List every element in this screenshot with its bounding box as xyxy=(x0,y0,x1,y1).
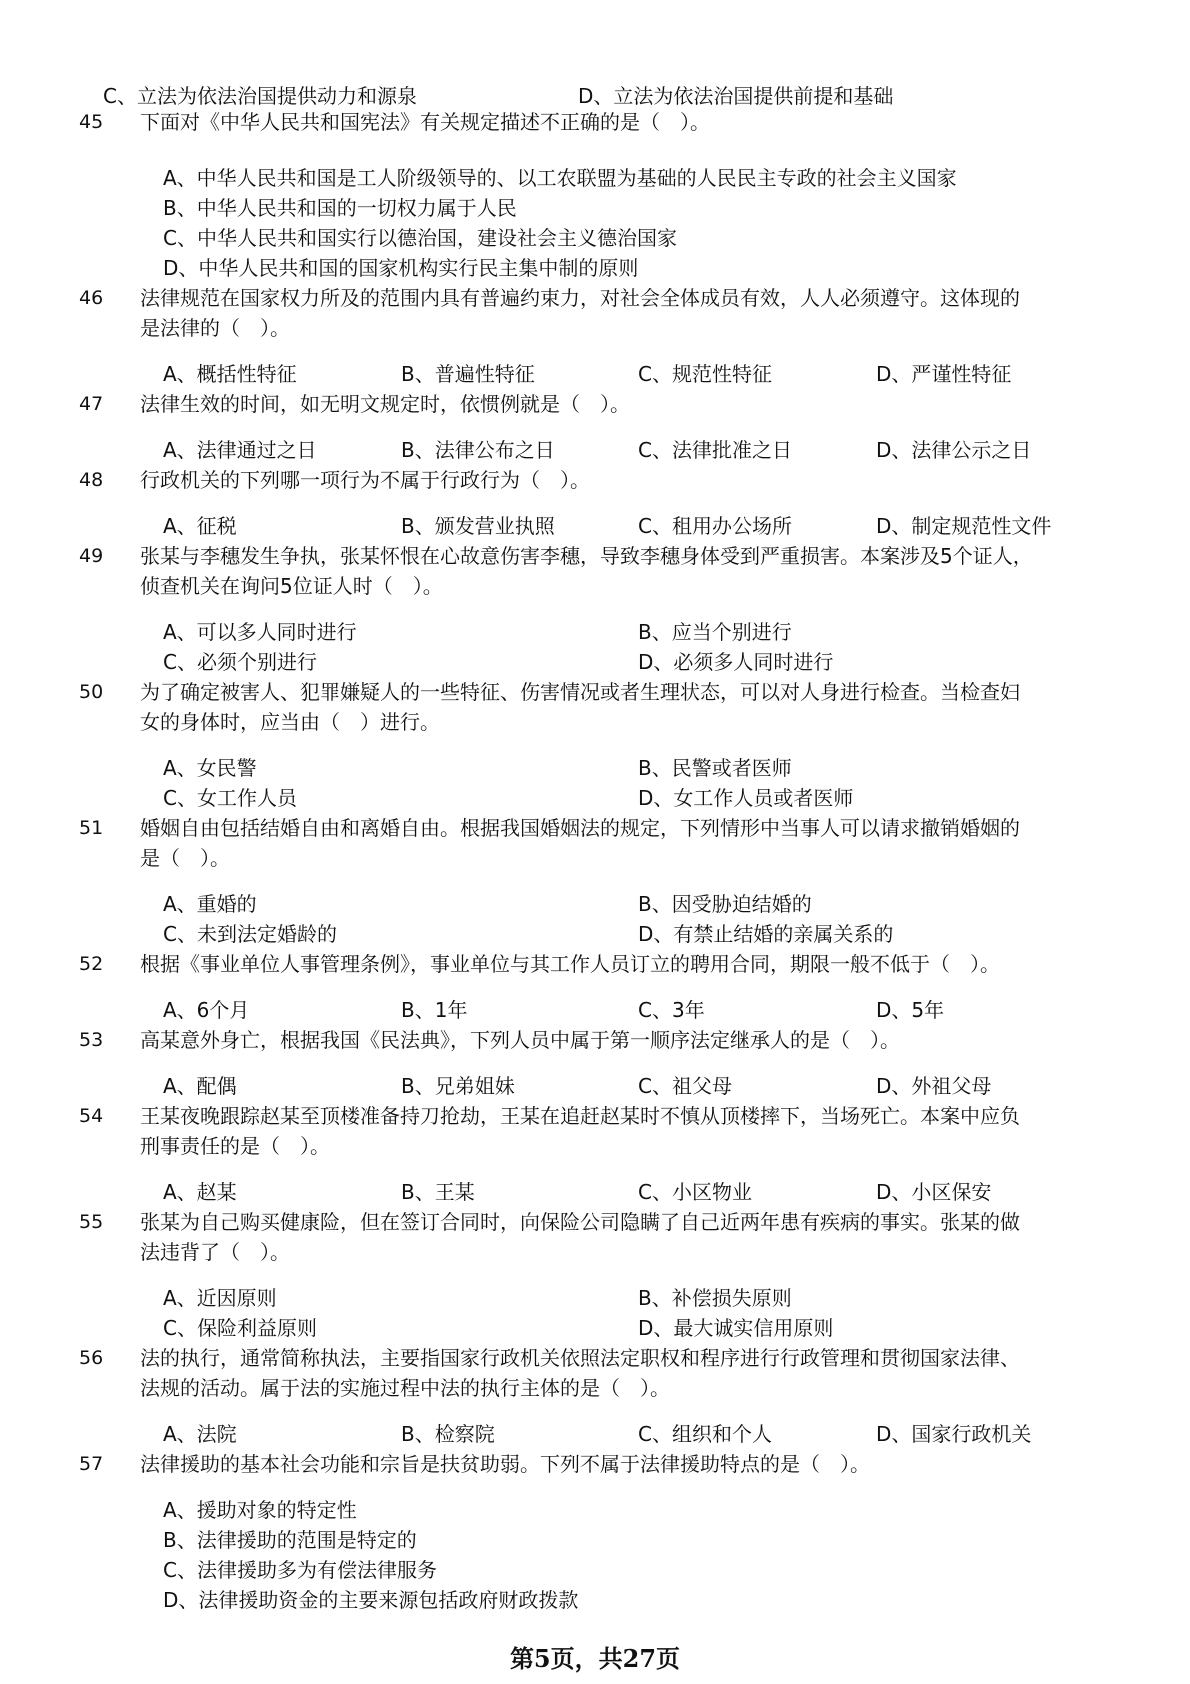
option-text: B、法律援助的范围是特定的 xyxy=(163,1528,417,1552)
question-text: 法规的活动。属于法的实施过程中法的执行主体的是（ ）。 xyxy=(140,1376,670,1400)
page-footer: 第5页，共27页 xyxy=(509,1644,681,1673)
option-text: A、可以多人同时进行 xyxy=(163,620,357,644)
option-text: B、颁发营业执照 xyxy=(401,514,555,538)
option-text: B、民警或者医师 xyxy=(638,756,792,780)
option-text: A、法律通过之日 xyxy=(163,438,317,462)
option-text: D、中华人民共和国的国家机构实行民主集中制的原则 xyxy=(163,256,639,280)
question-text: 婚姻自由包括结婚自由和离婚自由。根据我国婚姻法的规定，下列情形中当事人可以请求撤销婚姻的 xyxy=(140,816,1020,840)
option-text: A、援助对象的特定性 xyxy=(163,1498,357,1522)
option-text: C、租用办公场所 xyxy=(638,514,792,538)
option-text: D、最大诚实信用原则 xyxy=(638,1316,834,1340)
question-number: 56 xyxy=(79,1347,104,1369)
question-number: 46 xyxy=(79,287,104,309)
question-text: 张某为自己购买健康险，但在签订合同时，向保险公司隐瞒了自己近两年患有疾病的事实。张某的做 xyxy=(140,1210,1020,1234)
option-text: C、保险利益原则 xyxy=(163,1316,317,1340)
question-text: 王某夜晚跟踪赵某至顶楼准备持刀抢劫，王某在追赶赵某时不慎从顶楼摔下，当场死亡。本案中应负 xyxy=(140,1104,1020,1128)
option-text: D、法律公示之日 xyxy=(876,438,1032,462)
option-text: C、必须个别进行 xyxy=(163,650,317,674)
question-number: 50 xyxy=(79,681,104,703)
question-text: 张某与李穗发生争执，张某怀恨在心故意伤害李穗，导致李穗身体受到严重损害。本案涉及5个证人， xyxy=(140,544,1033,568)
option-text: A、配偶 xyxy=(163,1074,237,1098)
question-text: 法律生效的时间，如无明文规定时，依惯例就是（ ）。 xyxy=(140,392,630,416)
option-text: C、未到法定婚龄的 xyxy=(163,922,337,946)
option-text: D、制定规范性文件 xyxy=(876,514,1052,538)
option-text: A、重婚的 xyxy=(163,892,257,916)
option-text: C、女工作人员 xyxy=(163,786,297,810)
option-text: A、近因原则 xyxy=(163,1286,277,1310)
question-number: 52 xyxy=(79,953,104,975)
question-number: 55 xyxy=(79,1211,104,1233)
question-number: 49 xyxy=(79,545,104,567)
option-text: A、法院 xyxy=(163,1422,237,1446)
question-text: 行政机关的下列哪一项行为不属于行政行为（ ）。 xyxy=(140,468,590,492)
question-text: 是（ ）。 xyxy=(140,846,230,870)
option-text: D、立法为依法治国提供前提和基础 xyxy=(578,84,894,108)
question-text: 法违背了（ ）。 xyxy=(140,1240,290,1264)
question-text: 法律援助的基本社会功能和宗旨是扶贫助弱。下列不属于法律援助特点的是（ ）。 xyxy=(140,1452,870,1476)
question-text: 侦查机关在询问5位证人时（ ）。 xyxy=(140,574,443,598)
question-text: 为了确定被害人、犯罪嫌疑人的一些特征、伤害情况或者生理状态，可以对人身进行检查。当检查妇 xyxy=(140,680,1020,704)
option-text: C、规范性特征 xyxy=(638,362,772,386)
question-number: 47 xyxy=(79,393,104,415)
option-text: C、祖父母 xyxy=(638,1074,732,1098)
option-text: D、外祖父母 xyxy=(876,1074,992,1098)
option-text: D、法律援助资金的主要来源包括政府财政拨款 xyxy=(163,1588,579,1612)
question-text: 法的执行，通常简称执法，主要指国家行政机关依照法定职权和程序进行行政管理和贯彻国家法律、 xyxy=(140,1346,1020,1370)
question-number: 48 xyxy=(79,469,104,491)
option-text: B、补偿损失原则 xyxy=(638,1286,792,1310)
option-text: B、1年 xyxy=(401,998,468,1022)
option-text: D、小区保安 xyxy=(876,1180,992,1204)
option-text: A、中华人民共和国是工人阶级领导的、以工农联盟为基础的人民民主专政的社会主义国家 xyxy=(163,166,957,190)
option-text: C、法律批准之日 xyxy=(638,438,792,462)
question-number: 51 xyxy=(79,817,104,839)
option-text: A、女民警 xyxy=(163,756,257,780)
question-text: 下面对《中华人民共和国宪法》有关规定描述不正确的是（ ）。 xyxy=(140,110,710,134)
option-text: C、组织和个人 xyxy=(638,1422,772,1446)
option-text: A、赵某 xyxy=(163,1180,237,1204)
option-text: C、中华人民共和国实行以德治国，建设社会主义德治国家 xyxy=(163,226,677,250)
option-text: D、5年 xyxy=(876,998,945,1022)
option-text: B、普遍性特征 xyxy=(401,362,535,386)
question-number: 54 xyxy=(79,1105,104,1127)
option-text: A、概括性特征 xyxy=(163,362,297,386)
option-text: B、法律公布之日 xyxy=(401,438,555,462)
question-text: 根据《事业单位人事管理条例》，事业单位与其工作人员订立的聘用合同，期限一般不低于（ ）。 xyxy=(140,952,1000,976)
question-text: 女的身体时，应当由（ ）进行。 xyxy=(140,710,440,734)
question-number: 57 xyxy=(79,1453,104,1475)
option-text: D、国家行政机关 xyxy=(876,1422,1032,1446)
option-text: B、检察院 xyxy=(401,1422,495,1446)
question-text: 是法律的（ ）。 xyxy=(140,316,290,340)
option-text: D、有禁止结婚的亲属关系的 xyxy=(638,922,894,946)
option-text: D、严谨性特征 xyxy=(876,362,1012,386)
option-text: B、兄弟姐妹 xyxy=(401,1074,515,1098)
option-text: B、中华人民共和国的一切权力属于人民 xyxy=(163,196,517,220)
option-text: D、女工作人员或者医师 xyxy=(638,786,854,810)
option-text: C、小区物业 xyxy=(638,1180,752,1204)
option-text: C、法律援助多为有偿法律服务 xyxy=(163,1558,437,1582)
option-text: C、立法为依法治国提供动力和源泉 xyxy=(103,84,417,108)
option-text: C、3年 xyxy=(638,998,705,1022)
option-text: B、王某 xyxy=(401,1180,475,1204)
option-text: A、征税 xyxy=(163,514,237,538)
option-text: B、应当个别进行 xyxy=(638,620,792,644)
option-text: B、因受胁迫结婚的 xyxy=(638,892,812,916)
question-number: 45 xyxy=(79,111,104,133)
question-text: 刑事责任的是（ ）。 xyxy=(140,1134,330,1158)
option-text: A、6个月 xyxy=(163,998,250,1022)
question-number: 53 xyxy=(79,1029,104,1051)
question-text: 高某意外身亡，根据我国《民法典》，下列人员中属于第一顺序法定继承人的是（ ）。 xyxy=(140,1028,900,1052)
option-text: D、必须多人同时进行 xyxy=(638,650,834,674)
question-text: 法律规范在国家权力所及的范围内具有普遍约束力，对社会全体成员有效，人人必须遵守。这体现的 xyxy=(140,286,1020,310)
